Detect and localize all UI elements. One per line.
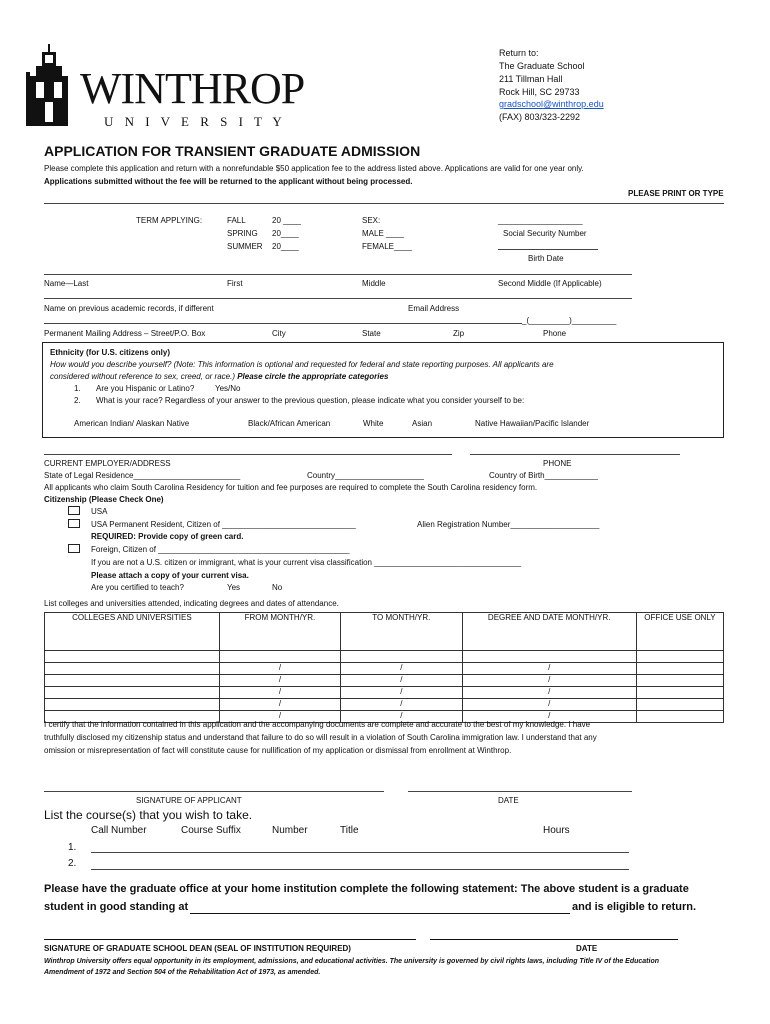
applicant-date-label: DATE: [498, 796, 519, 805]
course-number-label: Number: [272, 825, 308, 836]
birth-date-line[interactable]: [498, 249, 598, 250]
term-summer-year-field[interactable]: 20____: [272, 242, 299, 251]
certified-teach-question: Are you certified to teach?: [91, 583, 184, 592]
name-last-label: Name—Last: [44, 279, 89, 288]
term-fall: FALL: [227, 216, 246, 225]
teach-no-option[interactable]: No: [272, 583, 283, 592]
ethnicity-title: Ethnicity (for U.S. citizens only): [50, 348, 171, 357]
permanent-resident-field[interactable]: USA Permanent Resident, Citizen of ______________________________: [91, 520, 356, 529]
ethnicity-note: How would you describe yourself? (Note: This information is optional and requested for federal and state reporting purposes. All applicants are: [50, 360, 554, 369]
phone-field[interactable]: _(_________)__________: [522, 316, 617, 325]
form-title: APPLICATION FOR TRANSIENT GRADUATE ADMISSION: [44, 143, 421, 159]
course-row-1-line[interactable]: [91, 852, 629, 853]
colleges-intro: List colleges and universities attended, indicating degrees and dates of attendance.: [44, 599, 339, 608]
return-to-city: Rock Hill, SC 29733: [499, 87, 580, 97]
green-card-requirement: REQUIRED: Provide copy of green card.: [91, 532, 244, 541]
visa-classification-field[interactable]: If you are not a U.S. citizen or immigrant, what is your current visa classification _________________________________: [91, 558, 522, 567]
race-white[interactable]: White: [363, 419, 384, 428]
colleges-table: [44, 612, 724, 723]
course-row-1-number: 1.: [68, 842, 77, 853]
logo-subtitle: U N I V E R S I T Y: [104, 114, 286, 129]
citizenship-permanent-resident-checkbox[interactable]: [68, 519, 80, 528]
state-label: State: [362, 329, 381, 338]
col-header-office: OFFICE USE ONLY: [636, 613, 723, 651]
dean-date-label: DATE: [576, 944, 598, 953]
race-asian[interactable]: Asian: [412, 419, 433, 428]
city-label: City: [272, 329, 286, 338]
ethnicity-note-2a: considered without reference to sex, creed, or race.): [50, 372, 235, 381]
citizenship-usa-checkbox[interactable]: [68, 506, 80, 515]
employer-line[interactable]: [44, 454, 452, 455]
table-row[interactable]: / / /: [45, 699, 724, 711]
col-header-from: FROM MONTH/YR.: [219, 613, 340, 651]
divider: [44, 203, 724, 204]
course-row-2-line[interactable]: [91, 869, 629, 870]
alien-registration-field[interactable]: Alien Registration Number____________________: [417, 520, 600, 529]
teach-yes-option[interactable]: Yes: [227, 583, 241, 592]
col-header-colleges: COLLEGES AND UNIVERSITIES: [45, 613, 220, 651]
return-to-school: The Graduate School: [499, 61, 585, 71]
term-label: TERM APPLYING:: [136, 216, 203, 225]
legal-residence-field[interactable]: State of Legal Residence________________________: [44, 471, 241, 480]
dean-date-line[interactable]: [430, 939, 678, 940]
return-to-fax: (FAX) 803/323-2292: [499, 112, 581, 122]
phone-label: Phone: [543, 329, 567, 338]
print-or-type-note: PLEASE PRINT OR TYPE: [628, 189, 724, 198]
return-to-label: Return to:: [499, 48, 539, 58]
race-american-indian[interactable]: American Indian/ Alaskan Native: [74, 419, 190, 428]
zip-label: Zip: [453, 329, 465, 338]
return-to-email-link[interactable]: gradschool@winthrop.edu: [499, 99, 604, 109]
ethnicity-note-2: [50, 372, 388, 381]
course-call-number-label: Call Number: [91, 825, 147, 836]
footer-line-2: Amendment of 1972 and Section 504 of the Rehabilitation Act of 1973, as amended.: [44, 969, 321, 976]
applicant-date-line[interactable]: [408, 791, 632, 792]
previous-name-label: Name on previous academic records, if different: [44, 304, 214, 313]
q2-text: What is your race? Regardless of your answer to the previous question, please indicate what you consider yourself to be:: [96, 396, 525, 405]
course-title-label: Title: [340, 825, 359, 836]
email-label: Email Address: [408, 304, 460, 313]
country-field[interactable]: Country____________________: [307, 471, 424, 480]
logo-wordmark: WINTHROP: [80, 64, 305, 113]
footer-line-1: Winthrop University offers equal opportunity in its employment, admissions, and educational activities. The university is governed by civil rights laws, including Title IV of the Education: [44, 958, 660, 965]
term-spring-year-field[interactable]: 20____: [272, 229, 299, 238]
course-row-2-number: 2.: [68, 858, 77, 869]
q1-number: 1.: [74, 384, 81, 393]
country-of-birth-field[interactable]: Country of Birth____________: [489, 471, 598, 480]
sex-male-field[interactable]: MALE ____: [362, 229, 404, 238]
address-line[interactable]: [44, 323, 522, 324]
name-second-middle-label: Second Middle (If Applicable): [498, 279, 602, 288]
citizenship-usa-label: USA: [91, 507, 108, 516]
term-spring: SPRING: [227, 229, 258, 238]
citizenship-title: Citizenship (Please Check One): [44, 495, 164, 504]
birth-date-label: Birth Date: [528, 254, 564, 263]
table-row[interactable]: / / /: [45, 663, 724, 675]
ethnicity-circle-instruction: Please circle the appropriate categories: [237, 372, 389, 381]
dean-signature-line[interactable]: [44, 939, 416, 940]
foreign-citizen-field[interactable]: Foreign, Citizen of ___________________________________________: [91, 545, 350, 554]
sex-label: SEX:: [362, 216, 381, 225]
certification-text-3: omission or misrepresentation of fact will constitute cause for nullification of my application or dismissal from enrollment at Winthrop.: [44, 746, 512, 755]
dean-signature-label: SIGNATURE OF GRADUATE SCHOOL DEAN (SEAL OF INSTITUTION REQUIRED): [44, 944, 351, 953]
ssn-label: Social Security Number: [503, 229, 587, 238]
name-first-label: First: [227, 279, 243, 288]
previous-name-line[interactable]: [44, 298, 632, 299]
applicant-signature-label: SIGNATURE OF APPLICANT: [136, 796, 242, 805]
name-middle-label: Middle: [362, 279, 386, 288]
table-row[interactable]: / / /: [45, 675, 724, 687]
courses-title: List the course(s) that you wish to take.: [44, 808, 253, 822]
sex-female-field[interactable]: FEMALE____: [362, 242, 412, 251]
col-header-degree: DEGREE AND DATE MONTH/YR.: [462, 613, 636, 651]
applicant-signature-line[interactable]: [44, 791, 384, 792]
race-native-hawaiian[interactable]: Native Hawaiian/Pacific Islander: [475, 419, 590, 428]
institution-name-line[interactable]: [190, 913, 570, 914]
winthrop-tower-logo: [26, 44, 78, 128]
address-label: Permanent Mailing Address – Street/P.O. Box: [44, 329, 206, 338]
visa-copy-note: Please attach a copy of your current visa.: [91, 571, 249, 580]
statement-line-1: Please have the graduate office at your home institution complete the following statement: The above student is a graduate: [44, 883, 689, 895]
intro-fee-note: Applications submitted without the fee will be returned to the applicant without being processed.: [44, 177, 413, 186]
table-row[interactable]: / / /: [45, 711, 724, 723]
q2-number: 2.: [74, 396, 81, 405]
race-black[interactable]: Black/African American: [248, 419, 331, 428]
statement-line-2b: and is eligible to return.: [572, 901, 697, 913]
q1-text: Are you Hispanic or Latino?: [96, 384, 195, 393]
name-line[interactable]: [44, 274, 632, 275]
course-suffix-label: Course Suffix: [181, 825, 241, 836]
table-row[interactable]: / / /: [45, 687, 724, 699]
course-hours-label: Hours: [543, 825, 570, 836]
intro-text: Please complete this application and return with a nonrefundable $50 application fee to the address listed above. Applications are valid for one year only.: [44, 164, 584, 173]
citizenship-foreign-checkbox[interactable]: [68, 544, 80, 553]
term-fall-year-field[interactable]: 20 ____: [272, 216, 301, 225]
q1-answer-options[interactable]: Yes/No: [215, 384, 241, 393]
sc-residency-note: All applicants who claim South Carolina Residency for tuition and fee purposes are required to complete the South Carolina residency form.: [44, 483, 538, 492]
employer-label: CURRENT EMPLOYER/ADDRESS: [44, 459, 171, 468]
employer-phone-line[interactable]: [470, 454, 680, 455]
term-summer: SUMMER: [227, 242, 263, 251]
certification-text-2: truthfully disclosed my citizenship status and understand that failure to do so will result in a violation of South Carolina immigration law. I understand that any: [44, 733, 597, 742]
return-to-street: 211 Tillman Hall: [499, 74, 563, 84]
employer-phone-label: PHONE: [543, 459, 572, 468]
statement-line-2a: student in good standing at: [44, 901, 189, 913]
table-row[interactable]: [45, 651, 724, 663]
col-header-to: TO MONTH/YR.: [341, 613, 462, 651]
ssn-field[interactable]: ___________________: [498, 216, 583, 225]
certification-text-1: I certify that the information contained in this application and the accompanying documents are complete and accurate to the best of my knowledge. I have: [44, 720, 591, 729]
